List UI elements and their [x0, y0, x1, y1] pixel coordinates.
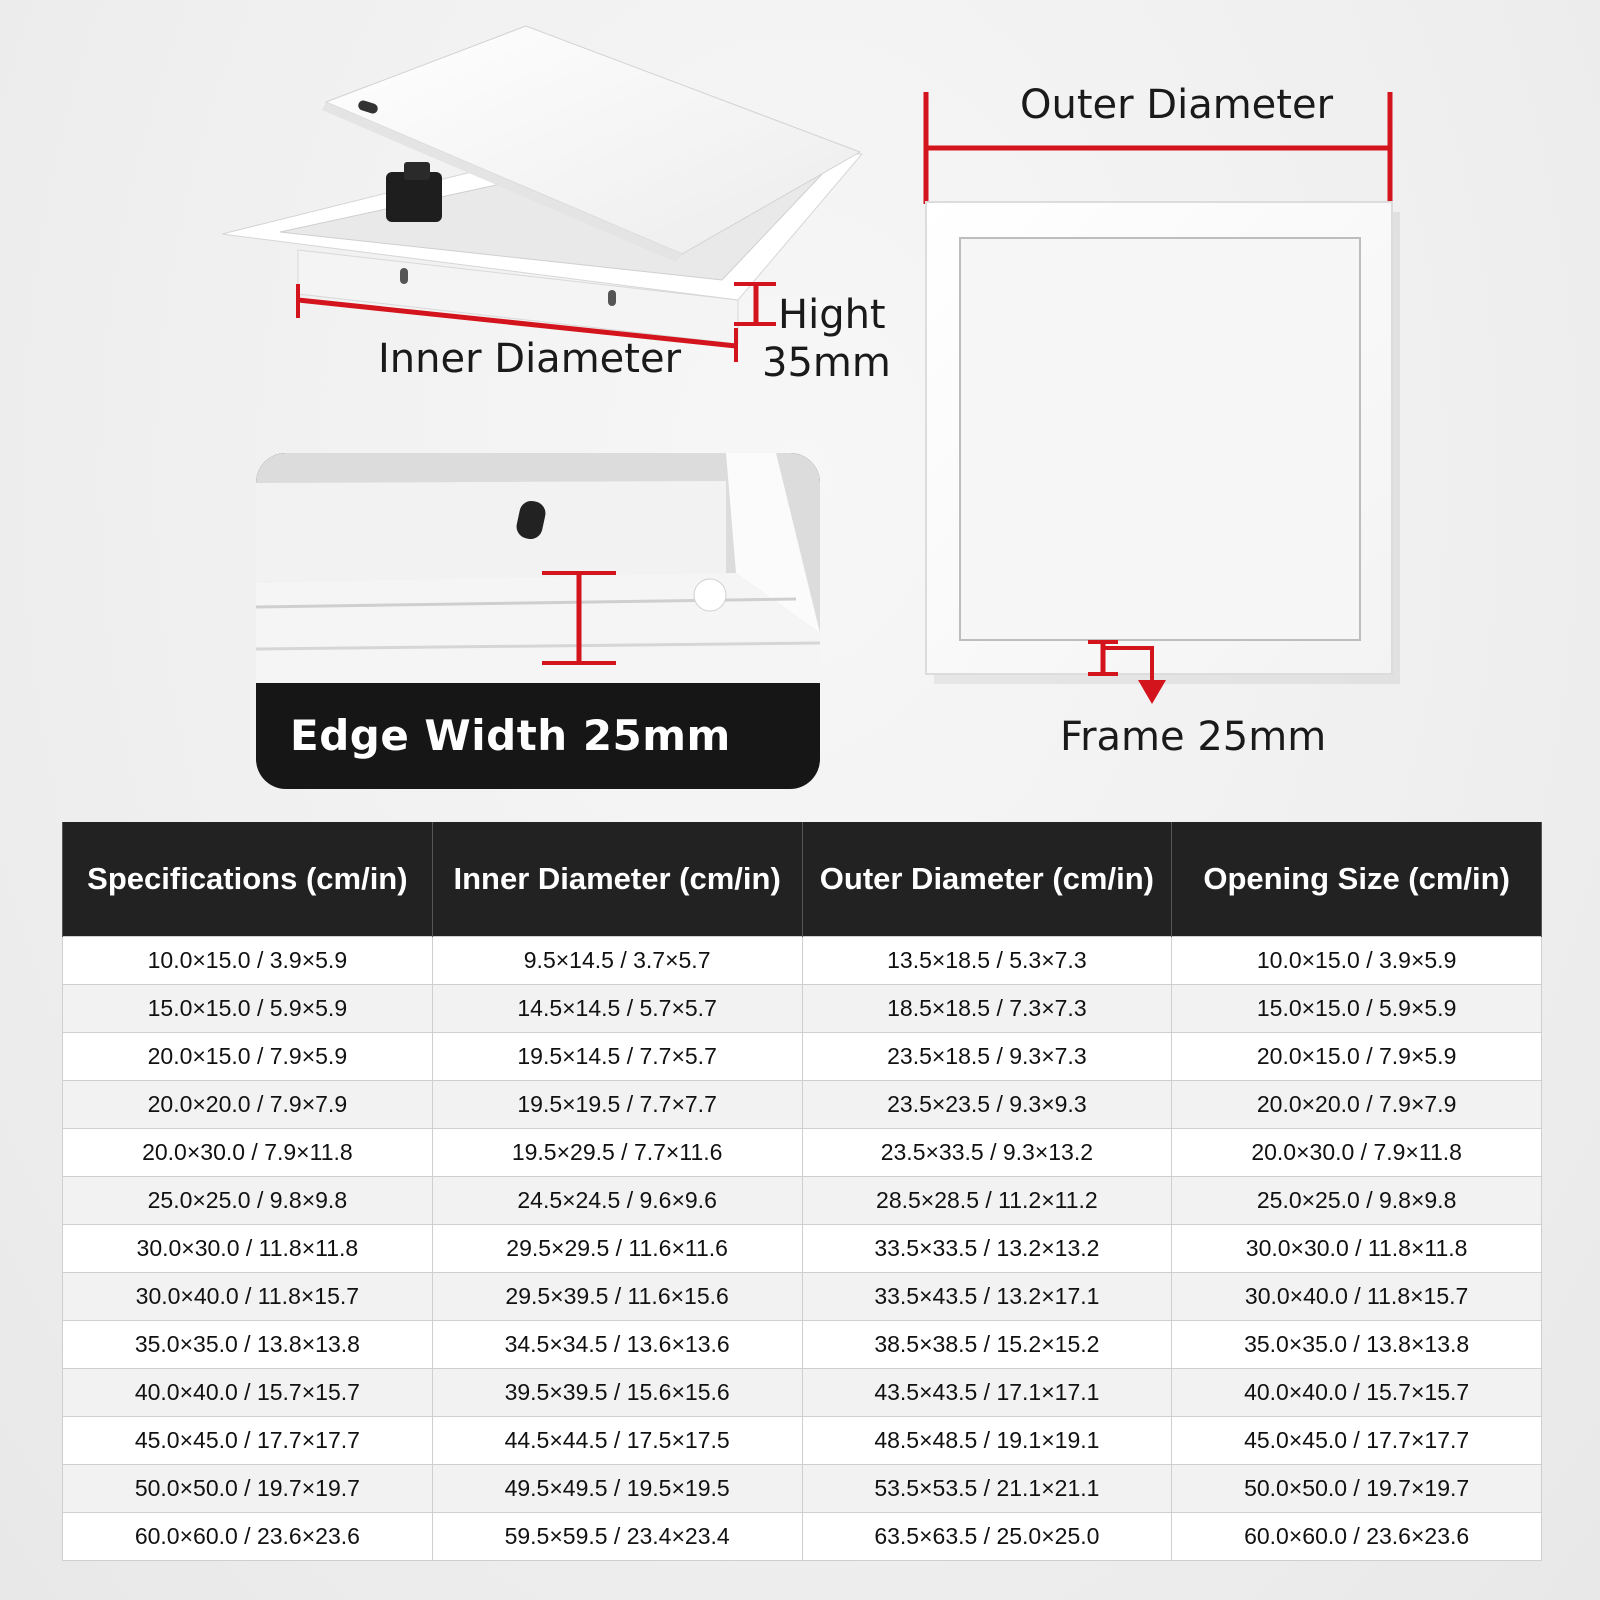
table-row	[63, 1033, 1542, 1081]
header-inner-diameter: Inner Diameter (cm/in)	[432, 822, 802, 937]
cell-specifications: 10.0×15.0 / 3.9×5.9	[63, 937, 433, 985]
cell-specifications: 20.0×20.0 / 7.9×7.9	[63, 1081, 433, 1129]
cell-outer-diameter: 48.5×48.5 / 19.1×19.1	[802, 1417, 1172, 1465]
cell-specifications: 60.0×60.0 / 23.6×23.6	[63, 1513, 433, 1561]
table-row	[63, 937, 1542, 985]
cell-opening-size: 60.0×60.0 / 23.6×23.6	[1172, 1513, 1542, 1561]
cell-specifications: 15.0×15.0 / 5.9×5.9	[63, 985, 433, 1033]
cell-specifications: 35.0×35.0 / 13.8×13.8	[63, 1321, 433, 1369]
cell-inner-diameter: 19.5×29.5 / 7.7×11.6	[432, 1129, 802, 1177]
table-row	[63, 1321, 1542, 1369]
cell-opening-size: 15.0×15.0 / 5.9×5.9	[1172, 985, 1542, 1033]
table-body	[63, 937, 1542, 1561]
cell-opening-size: 20.0×30.0 / 7.9×11.8	[1172, 1129, 1542, 1177]
cell-inner-diameter: 34.5×34.5 / 13.6×13.6	[432, 1321, 802, 1369]
cell-outer-diameter: 28.5×28.5 / 11.2×11.2	[802, 1177, 1172, 1225]
arrow-down-icon	[1138, 680, 1166, 704]
cell-inner-diameter: 49.5×49.5 / 19.5×19.5	[432, 1465, 802, 1513]
table-row	[63, 1177, 1542, 1225]
cell-opening-size: 10.0×15.0 / 3.9×5.9	[1172, 937, 1542, 985]
cell-opening-size: 25.0×25.0 / 9.8×9.8	[1172, 1177, 1542, 1225]
header-specifications: Specifications (cm/in)	[63, 822, 433, 937]
cell-inner-diameter: 24.5×24.5 / 9.6×9.6	[432, 1177, 802, 1225]
cell-opening-size: 20.0×15.0 / 7.9×5.9	[1172, 1033, 1542, 1081]
cell-outer-diameter: 18.5×18.5 / 7.3×7.3	[802, 985, 1172, 1033]
specifications-table	[62, 822, 1542, 1561]
cell-outer-diameter: 23.5×33.5 / 9.3×13.2	[802, 1129, 1172, 1177]
frame-label: Frame 25mm	[1060, 714, 1327, 760]
inner-diameter-label: Inner Diameter	[378, 336, 682, 382]
table-row	[63, 1081, 1542, 1129]
cell-outer-diameter: 38.5×38.5 / 15.2×15.2	[802, 1321, 1172, 1369]
cell-inner-diameter: 59.5×59.5 / 23.4×23.4	[432, 1513, 802, 1561]
cell-opening-size: 30.0×40.0 / 11.8×15.7	[1172, 1273, 1542, 1321]
cell-inner-diameter: 19.5×19.5 / 7.7×7.7	[432, 1081, 802, 1129]
access-panel-front	[926, 202, 1400, 684]
cell-specifications: 20.0×30.0 / 7.9×11.8	[63, 1129, 433, 1177]
latch-icon	[386, 162, 442, 222]
cell-opening-size: 45.0×45.0 / 17.7×17.7	[1172, 1417, 1542, 1465]
cell-opening-size: 35.0×35.0 / 13.8×13.8	[1172, 1321, 1542, 1369]
table-row	[63, 1273, 1542, 1321]
table-row	[63, 1465, 1542, 1513]
cell-outer-diameter: 23.5×18.5 / 9.3×7.3	[802, 1033, 1172, 1081]
cell-opening-size: 40.0×40.0 / 15.7×15.7	[1172, 1369, 1542, 1417]
cell-specifications: 45.0×45.0 / 17.7×17.7	[63, 1417, 433, 1465]
table-row	[63, 985, 1542, 1033]
cell-specifications: 25.0×25.0 / 9.8×9.8	[63, 1177, 433, 1225]
cell-inner-diameter: 14.5×14.5 / 5.7×5.7	[432, 985, 802, 1033]
edge-width-detail-panel	[256, 453, 820, 789]
cell-specifications: 50.0×50.0 / 19.7×19.7	[63, 1465, 433, 1513]
cell-outer-diameter: 63.5×63.5 / 25.0×25.0	[802, 1513, 1172, 1561]
cell-inner-diameter: 29.5×29.5 / 11.6×11.6	[432, 1225, 802, 1273]
table-row	[63, 1513, 1542, 1561]
cell-inner-diameter: 9.5×14.5 / 3.7×5.7	[432, 937, 802, 985]
cell-specifications: 20.0×15.0 / 7.9×5.9	[63, 1033, 433, 1081]
cell-specifications: 40.0×40.0 / 15.7×15.7	[63, 1369, 433, 1417]
cell-inner-diameter: 39.5×39.5 / 15.6×15.6	[432, 1369, 802, 1417]
hight-label: Hight	[778, 292, 886, 338]
table-header-row	[63, 822, 1542, 937]
edge-width-label: Edge Width 25mm	[290, 711, 731, 760]
table-row	[63, 1417, 1542, 1465]
cell-opening-size: 50.0×50.0 / 19.7×19.7	[1172, 1465, 1542, 1513]
hight-value-label: 35mm	[762, 340, 891, 386]
header-outer-diameter: Outer Diameter (cm/in)	[802, 822, 1172, 937]
cell-outer-diameter: 43.5×43.5 / 17.1×17.1	[802, 1369, 1172, 1417]
cell-inner-diameter: 44.5×44.5 / 17.5×17.5	[432, 1417, 802, 1465]
cell-outer-diameter: 33.5×33.5 / 13.2×13.2	[802, 1225, 1172, 1273]
cell-outer-diameter: 13.5×18.5 / 5.3×7.3	[802, 937, 1172, 985]
outer-diameter-label: Outer Diameter	[1020, 82, 1334, 128]
table-row	[63, 1225, 1542, 1273]
cell-opening-size: 20.0×20.0 / 7.9×7.9	[1172, 1081, 1542, 1129]
cell-inner-diameter: 29.5×39.5 / 11.6×15.6	[432, 1273, 802, 1321]
cell-specifications: 30.0×30.0 / 11.8×11.8	[63, 1225, 433, 1273]
access-panel-open	[222, 26, 862, 344]
table-row	[63, 1129, 1542, 1177]
cell-specifications: 30.0×40.0 / 11.8×15.7	[63, 1273, 433, 1321]
cell-outer-diameter: 23.5×23.5 / 9.3×9.3	[802, 1081, 1172, 1129]
header-opening-size: Opening Size (cm/in)	[1172, 822, 1542, 937]
cell-outer-diameter: 53.5×53.5 / 21.1×21.1	[802, 1465, 1172, 1513]
corner-bolt-icon	[694, 579, 726, 611]
cell-inner-diameter: 19.5×14.5 / 7.7×5.7	[432, 1033, 802, 1081]
cell-opening-size: 30.0×30.0 / 11.8×11.8	[1172, 1225, 1542, 1273]
table-row	[63, 1369, 1542, 1417]
cell-outer-diameter: 33.5×43.5 / 13.2×17.1	[802, 1273, 1172, 1321]
